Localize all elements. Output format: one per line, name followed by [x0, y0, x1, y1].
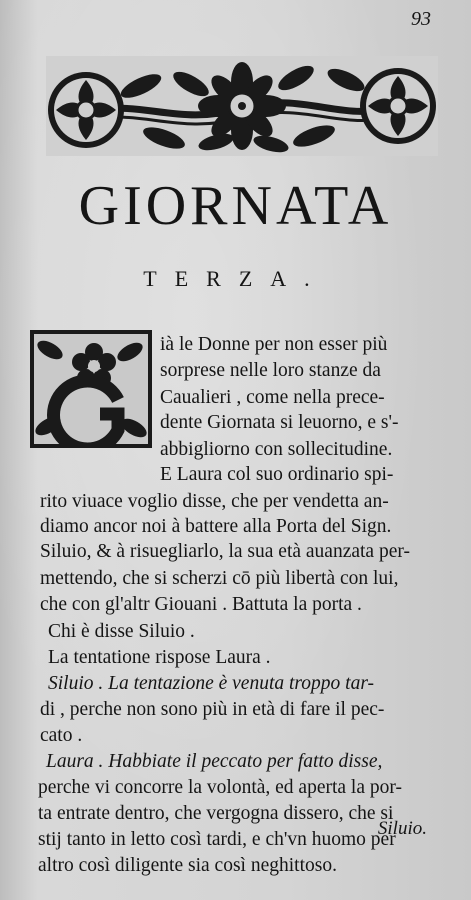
catchword: Siluio. [377, 818, 427, 839]
floral-ornament-icon [46, 56, 438, 156]
text-line: diamo ancor noi à battere alla Porta del Sign. [40, 516, 392, 537]
decorated-initial-g-icon [30, 330, 152, 448]
text-line: mettendo, che si scherzi cō più libertà con lui, [40, 568, 399, 589]
text-line: abbigliorno con sollecitudine. [160, 439, 393, 460]
text-line: Chi è disse Siluio . [48, 621, 195, 642]
text-line: cato . [40, 725, 83, 746]
text-line: altro così diligente sia così neghittoso. [38, 855, 337, 876]
text-line: ià le Donne per non esser più [160, 334, 388, 355]
text-line: Caualieri , come nella prece- [160, 387, 385, 408]
text-line: Siluio, & à risuegliarlo, la sua età auanzata per- [40, 541, 410, 562]
text-line: che con gl'altr Giouani . Battuta la porta . [40, 594, 362, 615]
text-line: ta entrate dentro, che vergogna dissero, che si [38, 803, 394, 824]
text-line: Laura . Habbiate il peccato per fatto disse, [46, 751, 383, 772]
text-line: Siluio . La tentazione è venuta troppo tar- [48, 673, 375, 694]
text-line: sorprese nelle loro stanze da [160, 360, 381, 381]
text-line: E Laura col suo ordinario spi- [160, 464, 394, 485]
text-line: La tentatione rispose Laura . [48, 647, 271, 668]
chapter-title: GIORNATA [78, 175, 393, 237]
text-line: stij tanto in letto così tardi, e ch'vn huomo per [38, 829, 396, 850]
text-line: perche vi concorre la volontà, ed aperta la por- [38, 777, 402, 798]
text-line: rito viuace voglio disse, che per vendetta an- [40, 491, 389, 512]
chapter-subtitle: TERZA. [143, 266, 328, 291]
text-line: dente Giornata si leuorno, e s'- [160, 412, 399, 433]
page-number: 93 [411, 8, 431, 30]
text-line: di , perche non sono più in età di fare il pec- [40, 699, 385, 720]
